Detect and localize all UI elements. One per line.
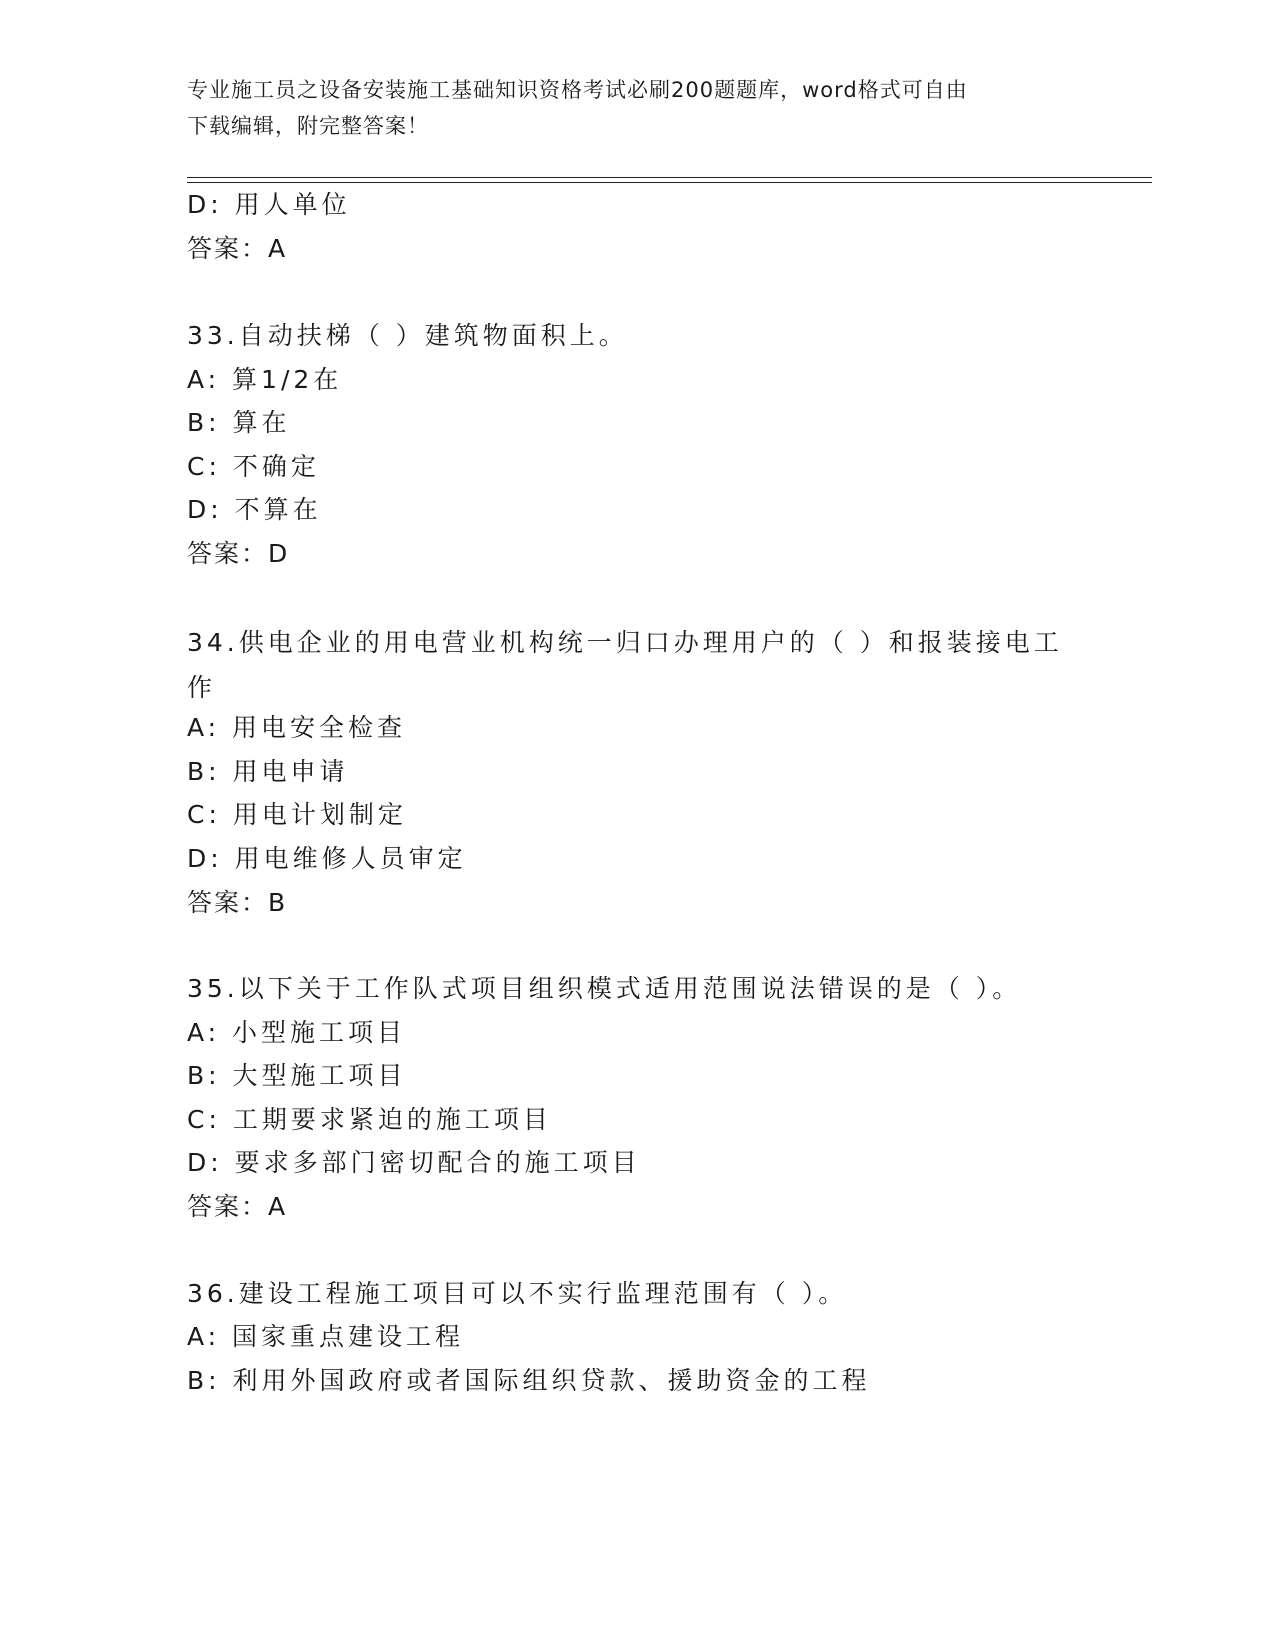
q33-stem: 33.自动扶梯（ ）建筑物面积上。 — [187, 321, 628, 350]
q35-option-c: C: 工期要求紧迫的施工项目 — [187, 1105, 552, 1134]
q33-option-d: D: 不算在 — [187, 495, 322, 524]
q36-stem: 36.建设工程施工项目可以不实行监理范围有（ ）。 — [187, 1279, 848, 1308]
q34-option-d: D: 用电维修人员审定 — [187, 844, 467, 873]
q34-option-c: C: 用电计划制定 — [187, 800, 407, 829]
q33-option-b: B: 算在 — [187, 408, 291, 437]
q35-option-d: D: 要求多部门密切配合的施工项目 — [187, 1148, 641, 1177]
prev-answer: 答案：A — [187, 234, 288, 263]
q33-answer: 答案：D — [187, 539, 290, 568]
header-divider-bottom — [187, 182, 1152, 183]
header-title-line-2: 下载编辑，附完整答案！ — [187, 114, 429, 138]
document-header — [187, 72, 1067, 144]
q36-option-a: A: 国家重点建设工程 — [187, 1322, 465, 1351]
q34-stem: 34.供电企业的用电营业机构统一归口办理用户的（ ）和报装接电工作 — [187, 628, 1063, 702]
q36-option-b: B: 利用外国政府或者国际组织贷款、援助资金的工程 — [187, 1366, 871, 1395]
q35-answer: 答案：A — [187, 1192, 288, 1221]
q33-option-a: A: 算1/2在 — [187, 365, 343, 394]
header-title-line-1: 专业施工员之设备安装施工基础知识资格考试必刷200题题库，word格式可自由 — [187, 78, 968, 102]
q35-option-a: A: 小型施工项目 — [187, 1018, 407, 1047]
q35-option-b: B: 大型施工项目 — [187, 1061, 407, 1090]
q33-option-c: C: 不确定 — [187, 452, 320, 481]
q34-option-a: A: 用电安全检查 — [187, 713, 407, 742]
q35-stem: 35.以下关于工作队式项目组织模式适用范围说法错误的是（ ）。 — [187, 974, 1022, 1003]
prev-option-d: D: 用人单位 — [187, 190, 351, 219]
q34-option-b: B: 用电申请 — [187, 757, 349, 786]
q34-answer: 答案：B — [187, 888, 288, 917]
header-divider-top — [187, 177, 1152, 178]
